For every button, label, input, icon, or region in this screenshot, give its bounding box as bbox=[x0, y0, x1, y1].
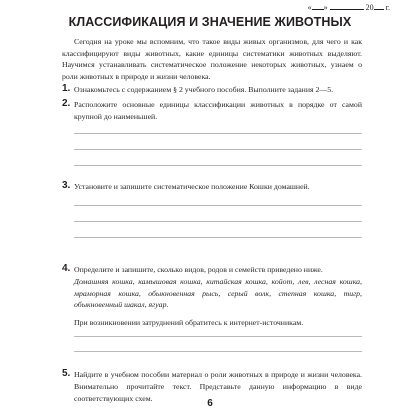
year-prefix: 20 bbox=[365, 3, 374, 12]
page-number: 6 bbox=[207, 398, 213, 409]
task-text: Ознакомьтесь с содержанием § 2 учебного пособия. Выполните задания 2—5. bbox=[74, 85, 334, 94]
task-hint: При возникновении затруднений обратитесь к интернет-источникам. bbox=[74, 318, 304, 328]
day-blank[interactable] bbox=[312, 2, 324, 10]
task-number: 5. bbox=[62, 368, 71, 379]
task-number: 4. bbox=[62, 263, 71, 274]
species-list: Домашняя кошка, камышовая кошка, китайская кошка, койот, лев, лесная кошка, мраморная кошка, обыкновенная рысь, серый волк, степная кошка, тигр, обыкновенный шакал, ягуар. bbox=[74, 276, 362, 310]
answer-line[interactable] bbox=[74, 205, 362, 206]
task-number: 3. bbox=[62, 180, 71, 191]
month-blank[interactable] bbox=[330, 2, 364, 10]
task-3 bbox=[62, 181, 362, 193]
answer-lines-4[interactable] bbox=[74, 326, 362, 352]
task-2 bbox=[62, 99, 362, 123]
answer-line[interactable] bbox=[74, 237, 362, 238]
intro-paragraph: Сегодня на уроке мы вспомним, что такое виды живых организмов, для чего и как классифицируют виды животных, какие единицы систематики животных выделяют. Научимся устанавливать систематическое положение некоторых животных, узнаем о роли животных в природе и жизни человека. bbox=[62, 37, 362, 81]
date-open-quote: « bbox=[307, 3, 312, 12]
answer-line[interactable] bbox=[74, 221, 362, 222]
date-line bbox=[308, 2, 390, 12]
task-1 bbox=[62, 84, 362, 96]
year-suffix: г. bbox=[385, 3, 390, 12]
year-blank[interactable] bbox=[374, 2, 384, 10]
task-4 bbox=[62, 264, 362, 329]
answer-lines-2[interactable] bbox=[74, 121, 362, 166]
answer-lines-3[interactable] bbox=[74, 193, 362, 238]
answer-line[interactable] bbox=[74, 133, 362, 134]
task-text: Найдите в учебном пособии материал о роли животных в природе и жизни человека. Внимательно прочитайте текст. Представьте данную информацию в виде соответствующих схем. bbox=[74, 370, 362, 403]
page-title: КЛАССИФИКАЦИЯ И ЗНАЧЕНИЕ ЖИВОТНЫХ bbox=[68, 15, 352, 29]
date-close-quote: » bbox=[323, 3, 328, 12]
task-text: Расположите основные единицы классификации животных в порядке от самой крупной до наименьшей. bbox=[74, 100, 362, 121]
answer-line[interactable] bbox=[74, 336, 362, 337]
answer-line[interactable] bbox=[74, 165, 362, 166]
answer-line[interactable] bbox=[74, 351, 362, 352]
task-text: Определите и запишите, сколько видов, родов и семейств приведено ниже. bbox=[74, 265, 323, 274]
answer-line[interactable] bbox=[74, 149, 362, 150]
task-text: Установите и запишите систематическое положение Кошки домашней. bbox=[74, 182, 310, 191]
task-number: 1. bbox=[62, 83, 71, 94]
task-number: 2. bbox=[62, 98, 71, 109]
